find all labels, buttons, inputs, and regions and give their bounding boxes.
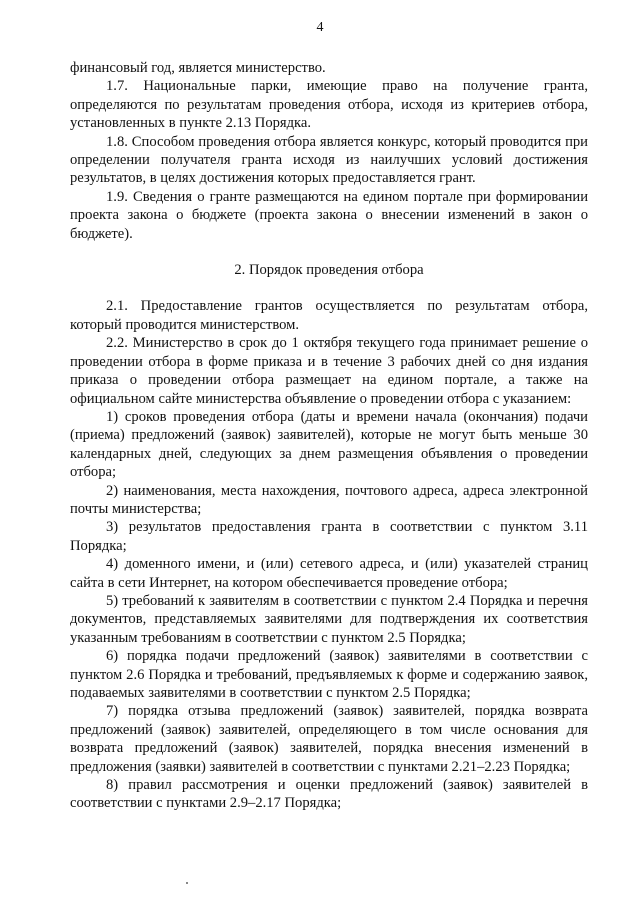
paragraph-continuation: финансовый год, является министерство. (70, 60, 326, 76)
paragraph-1-8: 1.8. Способом проведения отбора является конкурс, который проводится при определении получателя гранта исходя из наилучших условий достижения результатов, в целях достижения которых предоставляется грант. (70, 133, 588, 187)
list-item-7: 7) порядка отзыва предложений (заявок) заявителей, порядка возврата предложений (заявок) заявителей, определяющего в том числе основания для возврата предложений (заявок) заявителей, порядка внесения изменений в предложения (заявки) заявителей в соответствии с пунктами 2.21–2.23 Порядка; (70, 703, 588, 775)
list-item-3: 3) результатов предоставления гранта в соответствии с пунктом 3.11 Порядка; (70, 519, 588, 554)
paragraph-2-2: 2.2. Министерство в срок до 1 октября текущего года принимает решение о проведении отбора в форме приказа и в течение 3 рабочих дней со дня издания приказа о проведении отбора размещает на едином портале, а также на официальном сайте министерства объявление о проведении отбора с указанием: (70, 335, 588, 407)
paragraph-1-7: 1.7. Национальные парки, имеющие право на получение гранта, определяются по результатам проведения отбора, исходя из критериев отбора, установленных в пункте 2.13 Порядка. (70, 78, 588, 132)
list-item-6: 6) порядка подачи предложений (заявок) заявителями в соответствии с пунктом 2.6 Порядка и требований, предъявляемых к форме и содержанию заявок, подаваемых заявителями в соответствии с пунктом 2.5 Порядка; (70, 648, 588, 701)
list-item-2: 2) наименования, места нахождения, почтового адреса, адреса электронной почты министерства; (70, 482, 588, 517)
document-body (70, 59, 588, 813)
section-title: 2. Порядок проведения отбора (234, 262, 424, 279)
scan-artifact (186, 882, 188, 884)
paragraph-2-1: 2.1. Предоставление грантов осуществляется по результатам отбора, который проводится министерством. (70, 298, 588, 333)
list-item-5: 5) требований к заявителям в соответствии с пунктом 2.4 Порядка и перечня документов, представляемых заявителями для подтверждения их соответствия указанным требованиям в соответствии с пунктом 2.5 Порядка; (70, 592, 588, 646)
list-item-4: 4) доменного имени, и (или) сетевого адреса, и (или) указателей страниц сайта в сети Интернет, на котором обеспечивается проведение отбора; (70, 556, 588, 591)
list-item-1: 1) сроков проведения отбора (даты и времени начала (окончания) подачи (приема) предложений (заявок) заявителей), которые не могут быть меньше 30 календарных дней, следующих за днем размещения объявления о проведении отбора; (70, 408, 588, 481)
paragraph-1-9: 1.9. Сведения о гранте размещаются на едином портале при формировании проекта закона о бюджете (проекта закона о внесении изменений в закон о бюджете). (70, 188, 588, 242)
list-item-8: 8) правил рассмотрения и оценки предложений (заявок) заявителей в соответствии с пунктами 2.9–2.17 Порядка; (70, 777, 588, 812)
page-number: 4 (316, 20, 324, 35)
